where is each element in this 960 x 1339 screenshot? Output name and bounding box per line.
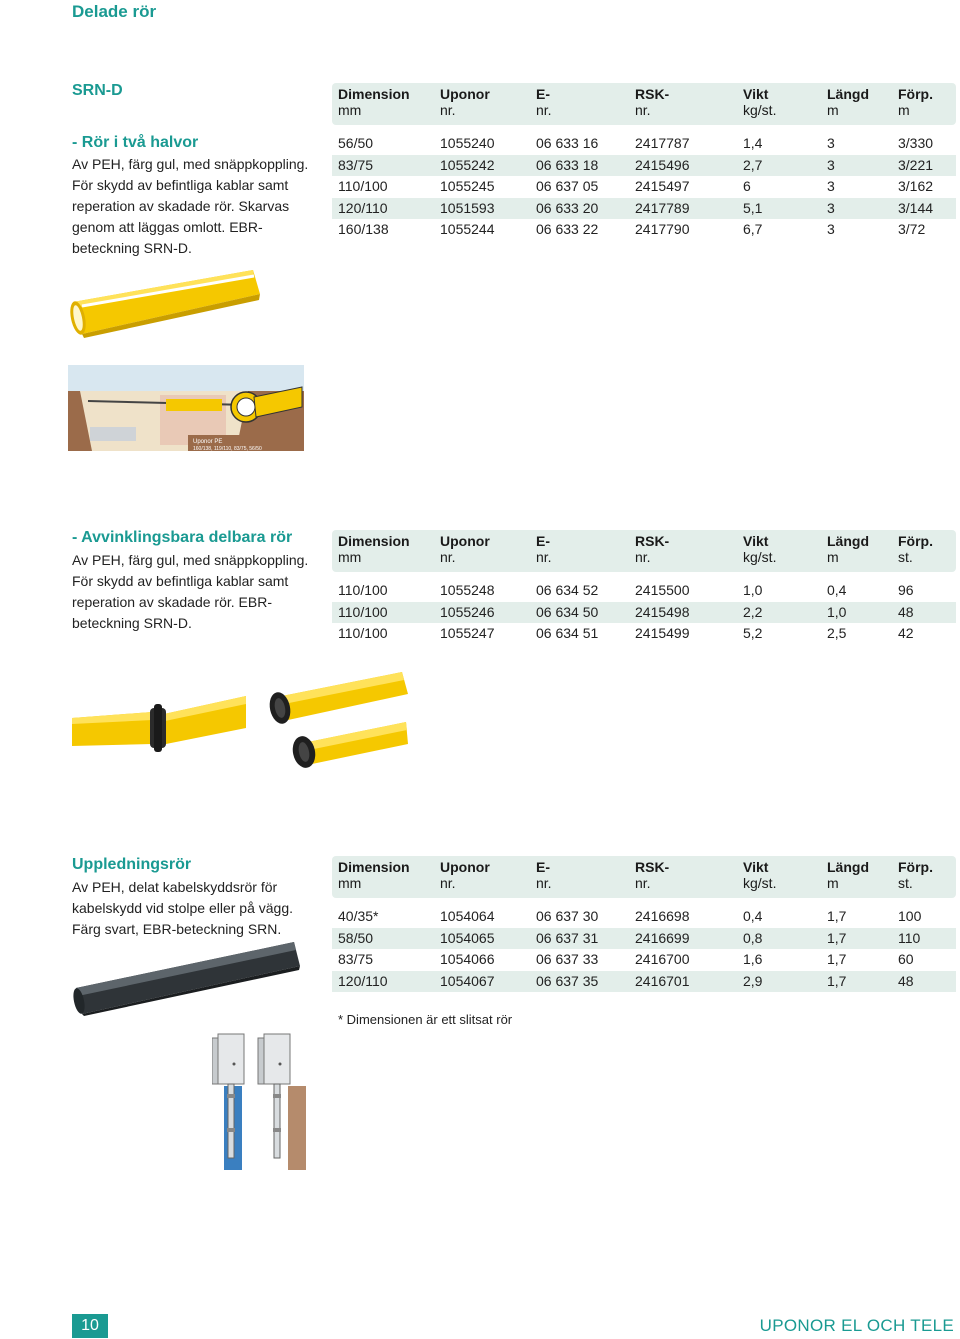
header-vikt-unit: kg/st. [743,875,777,891]
installation-diagram [68,365,304,451]
table-cell: 5,2 [743,625,763,641]
header-dimension: Dimension [338,533,410,549]
table-cell: 83/75 [338,156,374,173]
table-cell: 1055242 [440,156,495,173]
product-table-srn-d [332,83,956,241]
table-row [332,971,956,993]
table-cell: 1054066 [440,951,495,967]
table-cell: 56/50 [338,135,374,151]
table-cell: 06 637 35 [536,972,599,989]
table-row [332,602,956,624]
header-langd: Längd [827,86,869,102]
table-row [332,906,956,928]
header-e: E- [536,533,550,549]
section-title-uppledningsror: Uppledningsrör [72,856,192,873]
table-row [332,949,956,971]
table-cell: 1055248 [440,582,495,598]
header-langd-unit: m [827,549,839,565]
table-cell: 06 637 33 [536,951,599,967]
table-cell: 06 633 20 [536,199,599,216]
table-cell: 06 633 18 [536,156,599,173]
table-cell: 3 [827,178,835,194]
header-rsk-unit: nr. [635,102,651,118]
header-vikt: Vikt [743,86,769,102]
header-dimension: Dimension [338,859,410,875]
table-cell: 2,7 [743,156,763,173]
table-cell: 2417789 [635,199,690,216]
table-header [332,856,956,898]
header-e-unit: nr. [536,549,552,565]
page-title: Delade rör [72,2,157,21]
table-cell: 83/75 [338,951,374,967]
table-cell: 1,7 [827,972,847,989]
header-uponor: Uponor [440,859,490,875]
header-dimension: Dimension [338,86,410,102]
table-cell: 06 634 51 [536,625,599,641]
table-cell: 48 [898,603,914,620]
table-cell: 1,7 [827,951,847,967]
table-cell: 3/162 [898,178,934,194]
diagram-label-product: Uponor PE [193,439,223,445]
header-uponor: Uponor [440,533,490,549]
table-cell: 1,4 [743,135,763,151]
table-cell: 1054065 [440,929,495,946]
header-e: E- [536,86,550,102]
description-angled-split: Av PEH, färg gul, med snäppkoppling. För skydd av befintliga kablar samt reperation av skadade rör. EBR-beteckning SRN-D. [72,552,309,631]
installation-on-post-image [212,1028,312,1170]
product-table-angled [332,530,956,645]
table-cell: 120/110 [338,972,388,989]
table-row [332,928,956,950]
table-cell: 1,6 [743,951,763,967]
table-cell: 60 [898,951,914,967]
header-e: E- [536,859,550,875]
table-cell: 1,7 [827,929,847,946]
header-rsk-unit: nr. [635,875,651,891]
header-rsk-unit: nr. [635,549,651,565]
table-cell: 3 [827,135,835,151]
header-uponor-unit: nr. [440,875,456,891]
table-cell: 6,7 [743,221,763,237]
table-row [332,155,956,177]
header-uponor: Uponor [440,86,490,102]
table-cell: 110/100 [338,625,388,641]
table-row [332,176,956,198]
table-cell: 1,0 [743,582,763,598]
table-cell: 96 [898,582,914,598]
description-srn-d: Av PEH, färg gul, med snäppkoppling. För skydd av befintliga kablar samt reperation av skadade rör. Skarvas genom att läggas omlott. EBR-beteckning SRN-D. [72,156,309,256]
header-rsk: RSK- [635,533,670,549]
table-cell: 5,1 [743,199,763,216]
table-cell: 06 637 05 [536,178,599,194]
table-header [332,530,956,572]
table-cell: 1055245 [440,178,495,194]
header-forp-unit: st. [898,875,913,891]
table-cell: 1054064 [440,908,495,924]
subtitle-angled-split: - Avvinklingsbara delbara rör [72,529,293,546]
table-cell: 6 [743,178,751,194]
table-cell: 1,0 [827,603,847,620]
table-cell: 2415500 [635,582,690,598]
page-number: 10 [72,1314,108,1338]
table-cell: 2,2 [743,603,763,620]
footnote: * Dimensionen är ett slitsat rör [338,1012,513,1027]
table-cell: 2415498 [635,603,690,620]
table-row [332,219,956,241]
table-cell: 120/110 [338,199,388,216]
diagram-label-dimensions: 160/138, 119/110, 83/75, 56/50 [193,446,262,451]
table-cell: 3/144 [898,199,934,216]
table-cell: 40/35* [338,908,379,924]
header-rsk: RSK- [635,859,670,875]
header-vikt: Vikt [743,533,769,549]
table-row [332,580,956,602]
header-forp: Förp. [898,533,933,549]
table-cell: 06 637 30 [536,908,599,924]
table-cell: 2417790 [635,221,690,237]
table-cell: 1051593 [440,199,495,216]
table-cell: 0,4 [827,582,847,598]
header-dimension-unit: mm [338,549,362,565]
table-cell: 110/100 [338,582,388,598]
header-e-unit: nr. [536,102,552,118]
table-cell: 1055246 [440,603,495,620]
header-forp: Förp. [898,859,933,875]
header-forp-unit: m [898,102,910,118]
table-cell: 2416698 [635,908,690,924]
header-langd: Längd [827,859,869,875]
header-e-unit: nr. [536,875,552,891]
table-cell: 110/100 [338,603,388,620]
table-cell: 160/138 [338,221,389,237]
header-vikt-unit: kg/st. [743,102,777,118]
table-cell: 06 633 16 [536,135,599,151]
header-dimension-unit: mm [338,102,362,118]
table-cell: 48 [898,972,914,989]
table-cell: 2,5 [827,625,847,641]
table-cell: 110 [898,929,921,946]
table-cell: 1055244 [440,221,495,237]
footer-brand: UPONOR EL OCH TELE [759,1316,954,1335]
table-cell: 06 634 52 [536,582,599,598]
table-cell: 2417787 [635,135,690,151]
header-uponor-unit: nr. [440,102,456,118]
table-cell: 3 [827,221,835,237]
table-row [332,198,956,220]
table-cell: 42 [898,625,914,641]
table-cell: 58/50 [338,929,374,946]
table-row [332,133,956,155]
table-cell: 3/330 [898,135,934,151]
header-forp-unit: st. [898,549,913,565]
header-langd: Längd [827,533,869,549]
table-cell: 2416701 [635,972,690,989]
table-cell: 2415499 [635,625,690,641]
table-cell: 06 633 22 [536,221,599,237]
header-vikt-unit: kg/st. [743,549,777,565]
table-cell: 2415496 [635,156,690,173]
table-cell: 1,7 [827,908,847,924]
description-uppledningsror: Av PEH, delat kabelskyddsrör för kabelskydd vid stolpe eller på vägg. Färg svart, EBR-beteckning SRN. [72,879,294,937]
table-cell: 06 637 31 [536,929,599,946]
table-cell: 0,8 [743,929,763,946]
table-cell: 110/100 [338,178,388,194]
table-header [332,83,956,125]
split-pipe-image [68,262,268,342]
table-cell: 2416699 [635,929,690,946]
header-rsk: RSK- [635,86,670,102]
header-dimension-unit: mm [338,875,362,891]
angled-pipe-joined-image [72,678,246,772]
table-cell: 3 [827,156,835,173]
table-cell: 1054067 [440,972,495,989]
table-cell: 0,4 [743,908,763,924]
table-cell: 2,9 [743,972,763,989]
table-cell: 3/221 [898,156,934,173]
table-cell: 100 [898,908,922,924]
header-forp: Förp. [898,86,933,102]
section-title-srn-d: SRN-D [72,82,123,99]
table-cell: 06 634 50 [536,603,599,620]
header-langd-unit: m [827,102,839,118]
table-row [332,623,956,645]
header-vikt: Vikt [743,859,769,875]
table-cell: 3 [827,199,835,216]
table-cell: 2416700 [635,951,690,967]
header-langd-unit: m [827,875,839,891]
angled-pipe-pair-image [262,668,408,768]
table-cell: 1055247 [440,625,495,641]
black-conduit-image [72,936,302,1016]
header-uponor-unit: nr. [440,549,456,565]
subtitle-two-halves: - Rör i två halvor [72,134,199,151]
table-cell: 3/72 [898,221,926,237]
table-cell: 1055240 [440,135,495,151]
table-cell: 2415497 [635,178,690,194]
product-table-uppledningsror [332,856,956,992]
